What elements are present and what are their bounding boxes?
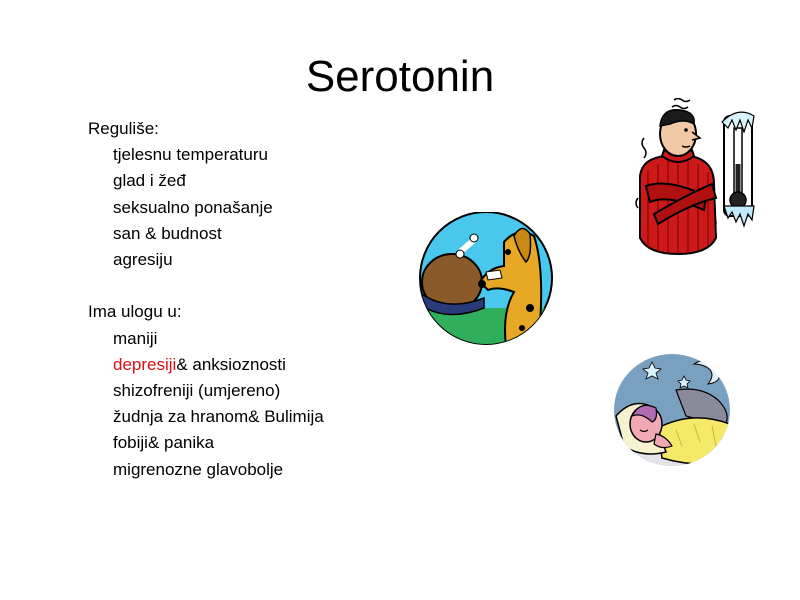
cold-man-thermometer-icon	[628, 98, 768, 258]
list-item: žudnja za hranom& Bulimija	[113, 407, 324, 427]
list-item: san & budnost	[113, 223, 222, 243]
highlighted-word: depresiji	[113, 354, 177, 374]
slide-title: Serotonin	[305, 52, 495, 101]
list-item: migrenozne glavobolje	[113, 459, 284, 479]
list-item: maniji	[113, 328, 158, 348]
role-heading: Ima ulogu u:	[88, 302, 182, 322]
slide-content	[88, 116, 428, 483]
list-item	[88, 352, 428, 378]
list-item: tjelesnu temperaturu	[113, 145, 268, 165]
list-item: fobiji& panika	[113, 433, 215, 453]
list-item-rest: & anksioznosti	[176, 354, 286, 374]
list-item: glad i žeđ	[113, 171, 186, 191]
regulates-heading: Reguliše:	[88, 119, 159, 138]
spacer	[88, 273, 428, 299]
list-item: shizofreniji (umjereno)	[113, 381, 281, 401]
list-item: agresiju	[113, 250, 173, 270]
sleeping-person-icon	[612, 350, 736, 474]
dog-food-icon	[418, 212, 556, 346]
list-item: seksualno ponašanje	[113, 197, 273, 217]
